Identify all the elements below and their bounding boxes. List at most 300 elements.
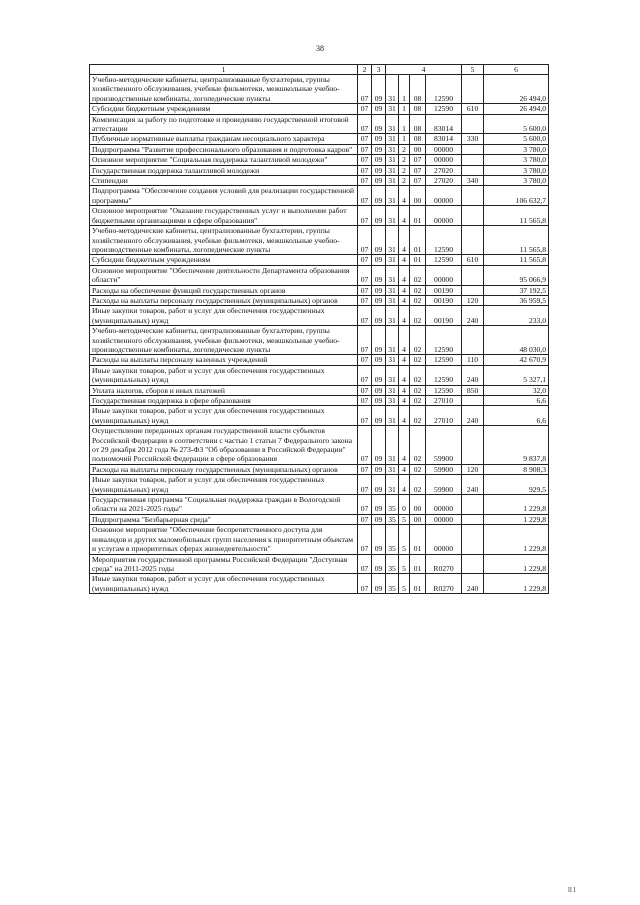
row-code: 240: [462, 574, 484, 594]
row-code: 09: [372, 114, 386, 134]
row-amount: 3 780,0: [484, 176, 549, 186]
row-code: 31: [386, 155, 399, 165]
row-code: 120: [462, 464, 484, 474]
row-code: 09: [372, 426, 386, 465]
row-code: R0270: [426, 554, 462, 574]
row-code: 07: [358, 326, 372, 355]
row-code: 02: [410, 464, 426, 474]
row-description: Основное мероприятие "Обеспечение деятельности Департамента образования области": [90, 265, 358, 285]
row-code: 00190: [426, 295, 462, 305]
row-code: 09: [372, 176, 386, 186]
row-code: [462, 525, 484, 554]
row-code: 09: [372, 475, 386, 495]
row-code: 02: [410, 295, 426, 305]
row-code: 00: [410, 186, 426, 206]
row-code: 240: [462, 406, 484, 426]
row-code: 00000: [426, 186, 462, 206]
row-code: 27020: [426, 176, 462, 186]
row-code: 5: [399, 574, 410, 594]
row-code: 00190: [426, 285, 462, 295]
row-code: 08: [410, 114, 426, 134]
row-code: 07: [358, 406, 372, 426]
row-code: 07: [358, 155, 372, 165]
row-description: Подпрограмма "Обеспечение создания условий для реализации государственной программы": [90, 186, 358, 206]
row-description: Государственная поддержка талантливой молодежи: [90, 165, 358, 175]
row-amount: 5 327,1: [484, 365, 549, 385]
row-code: 35: [386, 554, 399, 574]
table-row: [90, 255, 549, 265]
row-code: 09: [372, 285, 386, 295]
row-code: 09: [372, 265, 386, 285]
row-code: 31: [386, 406, 399, 426]
row-code: 07: [358, 255, 372, 265]
row-code: [462, 206, 484, 226]
row-code: 09: [372, 226, 386, 255]
row-code: 2: [399, 176, 410, 186]
row-code: 08: [410, 104, 426, 114]
row-code: 07: [358, 285, 372, 295]
table-row: [90, 355, 549, 365]
row-code: 4: [399, 396, 410, 406]
row-amount: 37 192,5: [484, 285, 549, 295]
row-description: Основное мероприятие "Оказание государственных услуг и выполнение работ бюджетными организациями в сфере образования": [90, 206, 358, 226]
row-code: 610: [462, 104, 484, 114]
row-amount: 26 494,0: [484, 104, 549, 114]
row-code: 01: [410, 206, 426, 226]
row-code: 02: [410, 355, 426, 365]
row-code: 35: [386, 495, 399, 515]
column-header: 6: [484, 65, 549, 75]
row-code: 02: [410, 385, 426, 395]
table-row: [90, 525, 549, 554]
row-code: 31: [386, 265, 399, 285]
row-description: Мероприятия государственной программы Российской Федерации "Доступная среда" на 2011-2025 годы: [90, 554, 358, 574]
row-code: 31: [386, 355, 399, 365]
table-row: [90, 165, 549, 175]
row-description: Публичные нормативные выплаты гражданам несоциального характера: [90, 134, 358, 144]
row-code: 07: [358, 265, 372, 285]
row-code: 4: [399, 464, 410, 474]
row-code: 4: [399, 306, 410, 326]
row-code: 610: [462, 255, 484, 265]
row-code: 31: [386, 104, 399, 114]
row-code: 07: [358, 385, 372, 395]
row-code: 09: [372, 396, 386, 406]
table-row: [90, 155, 549, 165]
row-code: 31: [386, 134, 399, 144]
row-code: [462, 114, 484, 134]
row-code: [462, 265, 484, 285]
row-description: Иные закупки товаров, работ и услуг для обеспечения государственных (муниципальных) нужд: [90, 574, 358, 594]
row-code: 4: [399, 406, 410, 426]
row-description: Осуществление переданных органам государственной власти субъектов Российской Федерации в соответствии с частью 1 статьи 7 Федерального закона от 29 декабря 2012 года № 273-ФЗ "Об образовании в Российской Федерации" полномочий Российской Федерации в сфере образования: [90, 426, 358, 465]
row-code: 240: [462, 475, 484, 495]
row-amount: 6,6: [484, 396, 549, 406]
row-code: 07: [358, 295, 372, 305]
row-code: [462, 186, 484, 206]
row-code: 07: [358, 165, 372, 175]
row-code: 00: [410, 514, 426, 524]
row-code: 00000: [426, 155, 462, 165]
row-amount: 3 780,0: [484, 155, 549, 165]
row-code: 02: [410, 365, 426, 385]
row-code: 1: [399, 104, 410, 114]
row-amount: 1 229,8: [484, 525, 549, 554]
row-code: 09: [372, 134, 386, 144]
row-code: 02: [410, 426, 426, 465]
table-row: [90, 75, 549, 104]
row-code: 00000: [426, 525, 462, 554]
row-code: 31: [386, 114, 399, 134]
row-code: 5: [399, 554, 410, 574]
row-code: 07: [358, 104, 372, 114]
column-header: 3: [372, 65, 386, 75]
row-code: 07: [358, 495, 372, 515]
table-row: [90, 144, 549, 154]
row-code: 07: [358, 525, 372, 554]
row-code: 2: [399, 155, 410, 165]
row-description: Государственная программа "Социальная поддержка граждан в Вологодской области на 2021-2025 годы": [90, 495, 358, 515]
row-amount: 3 780,0: [484, 144, 549, 154]
row-code: 110: [462, 355, 484, 365]
table-row: [90, 306, 549, 326]
table-row: [90, 186, 549, 206]
row-code: [462, 285, 484, 295]
row-description: Подпрограмма "Безбарьерная среда": [90, 514, 358, 524]
row-code: 340: [462, 176, 484, 186]
row-code: 00000: [426, 144, 462, 154]
row-description: Иные закупки товаров, работ и услуг для обеспечения государственных (муниципальных) нужд: [90, 306, 358, 326]
table-row: [90, 114, 549, 134]
row-code: 00: [410, 495, 426, 515]
row-code: 07: [358, 75, 372, 104]
row-code: 01: [410, 255, 426, 265]
row-code: 09: [372, 525, 386, 554]
row-description: Субсидии бюджетным учреждениям: [90, 104, 358, 114]
row-code: 07: [358, 426, 372, 465]
table-row: [90, 385, 549, 395]
row-code: 31: [386, 226, 399, 255]
row-code: 1: [399, 75, 410, 104]
row-amount: 26 494,0: [484, 75, 549, 104]
row-amount: 1 229,8: [484, 574, 549, 594]
row-code: 31: [386, 176, 399, 186]
row-code: 07: [358, 365, 372, 385]
row-code: 31: [386, 306, 399, 326]
row-code: 2: [399, 144, 410, 154]
row-code: 09: [372, 464, 386, 474]
row-code: 07: [358, 134, 372, 144]
row-code: 00000: [426, 514, 462, 524]
row-code: 1: [399, 134, 410, 144]
row-code: 31: [386, 396, 399, 406]
row-code: 4: [399, 186, 410, 206]
row-code: 330: [462, 134, 484, 144]
row-amount: 1 229,8: [484, 554, 549, 574]
row-description: Иные закупки товаров, работ и услуг для обеспечения государственных (муниципальных) нужд: [90, 406, 358, 426]
row-code: 02: [410, 326, 426, 355]
row-code: 07: [358, 514, 372, 524]
row-code: 09: [372, 326, 386, 355]
row-code: 01: [410, 554, 426, 574]
row-code: 09: [372, 75, 386, 104]
row-code: 07: [358, 574, 372, 594]
row-code: 07: [410, 165, 426, 175]
row-code: 4: [399, 426, 410, 465]
row-amount: 11 565,8: [484, 206, 549, 226]
row-amount: 3 780,0: [484, 165, 549, 175]
row-description: Иные закупки товаров, работ и услуг для обеспечения государственных (муниципальных) нужд: [90, 365, 358, 385]
row-code: 00000: [426, 265, 462, 285]
row-code: 4: [399, 226, 410, 255]
row-amount: 106 632,7: [484, 186, 549, 206]
column-header: 4: [386, 65, 462, 75]
row-code: 02: [410, 406, 426, 426]
row-code: [462, 75, 484, 104]
corner-mark: ll l: [568, 886, 576, 894]
row-code: 0: [399, 495, 410, 515]
row-code: 09: [372, 514, 386, 524]
row-code: 59900: [426, 426, 462, 465]
row-code: 4: [399, 355, 410, 365]
column-header: 2: [358, 65, 372, 75]
row-amount: 5 600,0: [484, 114, 549, 134]
row-code: 00190: [426, 306, 462, 326]
row-code: 27020: [426, 165, 462, 175]
row-code: 09: [372, 385, 386, 395]
row-code: 31: [386, 255, 399, 265]
row-code: [462, 514, 484, 524]
row-code: 09: [372, 206, 386, 226]
table-row: [90, 206, 549, 226]
row-code: 59900: [426, 464, 462, 474]
row-code: 01: [410, 574, 426, 594]
row-code: [462, 554, 484, 574]
table-row: [90, 265, 549, 285]
row-code: 35: [386, 525, 399, 554]
row-description: Уплата налогов, сборов и иных платежей: [90, 385, 358, 395]
row-description: Расходы на выплаты персоналу государственных (муниципальных) органов: [90, 295, 358, 305]
row-code: 09: [372, 186, 386, 206]
row-amount: 1 229,8: [484, 495, 549, 515]
row-amount: 929,5: [484, 475, 549, 495]
row-code: 31: [386, 285, 399, 295]
table-row: [90, 406, 549, 426]
row-code: 850: [462, 385, 484, 395]
row-code: 07: [358, 464, 372, 474]
row-amount: 5 600,0: [484, 134, 549, 144]
row-code: 07: [358, 186, 372, 206]
row-code: 00000: [426, 495, 462, 515]
row-code: 09: [372, 365, 386, 385]
row-code: 09: [372, 155, 386, 165]
row-amount: 32,0: [484, 385, 549, 395]
row-code: 35: [386, 514, 399, 524]
row-code: 08: [410, 75, 426, 104]
row-code: 31: [386, 475, 399, 495]
row-code: 31: [386, 144, 399, 154]
row-code: [462, 426, 484, 465]
row-description: Расходы на обеспечение функций государственных органов: [90, 285, 358, 295]
row-code: 00000: [426, 206, 462, 226]
table-row: [90, 396, 549, 406]
row-code: 4: [399, 385, 410, 395]
row-code: R0270: [426, 574, 462, 594]
row-code: 09: [372, 104, 386, 114]
row-code: 240: [462, 306, 484, 326]
row-code: 07: [358, 144, 372, 154]
row-code: 02: [410, 285, 426, 295]
row-code: [462, 155, 484, 165]
row-code: 31: [386, 75, 399, 104]
row-code: 2: [399, 165, 410, 175]
row-code: 4: [399, 365, 410, 385]
row-code: 27010: [426, 406, 462, 426]
row-description: Учебно-методические кабинеты, централизованные бухгалтерии, группы хозяйственного обслуживания, учебные фильмотеки, межшкольные учебно-производственные комбинаты, логопедические пункты: [90, 226, 358, 255]
row-code: 31: [386, 464, 399, 474]
row-code: [462, 144, 484, 154]
column-header: 1: [90, 65, 358, 75]
row-code: 31: [386, 326, 399, 355]
row-code: 07: [358, 306, 372, 326]
row-amount: 36 959,5: [484, 295, 549, 305]
column-header: 5: [462, 65, 484, 75]
row-code: 01: [410, 525, 426, 554]
budget-table: [89, 64, 549, 594]
row-code: 31: [386, 385, 399, 395]
row-code: 83014: [426, 114, 462, 134]
row-code: 4: [399, 206, 410, 226]
row-code: 5: [399, 525, 410, 554]
row-description: Подпрограмма "Развитие профессионального образования и подготовка кадров": [90, 144, 358, 154]
row-code: 12590: [426, 255, 462, 265]
row-code: 07: [358, 355, 372, 365]
row-code: [462, 326, 484, 355]
row-code: [462, 165, 484, 175]
row-code: 01: [410, 226, 426, 255]
row-code: [462, 396, 484, 406]
row-code: 09: [372, 495, 386, 515]
page-number: 38: [316, 44, 324, 53]
row-code: 09: [372, 406, 386, 426]
row-code: 12590: [426, 104, 462, 114]
row-amount: 48 030,0: [484, 326, 549, 355]
row-code: 07: [358, 396, 372, 406]
row-code: 12590: [426, 385, 462, 395]
row-description: Учебно-методические кабинеты, централизованные бухгалтерии, группы хозяйственного обслуживания, учебные фильмотеки, межшкольные учебно-производственные комбинаты, логопедические пункты: [90, 326, 358, 355]
row-description: Учебно-методические кабинеты, централизованные бухгалтерии, группы хозяйственного обслуживания, учебные фильмотеки, межшкольные учебно-производственные комбинаты, логопедические пункты: [90, 75, 358, 104]
row-code: 27010: [426, 396, 462, 406]
row-code: 12590: [426, 355, 462, 365]
table-row: [90, 226, 549, 255]
row-description: Иные закупки товаров, работ и услуг для обеспечения государственных (муниципальных) нужд: [90, 475, 358, 495]
row-code: 4: [399, 326, 410, 355]
row-code: 07: [358, 226, 372, 255]
row-amount: 11 565,8: [484, 226, 549, 255]
table-row: [90, 514, 549, 524]
row-code: 12590: [426, 326, 462, 355]
row-code: 09: [372, 165, 386, 175]
row-description: Государственная поддержка в сфере образования: [90, 396, 358, 406]
row-code: 08: [410, 134, 426, 144]
row-code: 31: [386, 186, 399, 206]
table-row: [90, 426, 549, 465]
row-description: Компенсация за работу по подготовке и проведению государственной итоговой аттестации: [90, 114, 358, 134]
row-amount: 9 837,8: [484, 426, 549, 465]
row-code: 09: [372, 554, 386, 574]
table-body: [90, 75, 549, 594]
row-code: 00: [410, 144, 426, 154]
row-code: 07: [358, 206, 372, 226]
row-code: 02: [410, 475, 426, 495]
row-description: Основное мероприятие "Социальная поддержка талантливой молодежи": [90, 155, 358, 165]
row-code: 240: [462, 365, 484, 385]
row-amount: 95 066,9: [484, 265, 549, 285]
row-code: 31: [386, 295, 399, 305]
row-amount: 1 229,8: [484, 514, 549, 524]
row-code: [462, 226, 484, 255]
row-code: 31: [386, 165, 399, 175]
table-row: [90, 176, 549, 186]
row-code: 09: [372, 574, 386, 594]
row-code: 31: [386, 365, 399, 385]
row-code: 31: [386, 426, 399, 465]
row-code: 09: [372, 306, 386, 326]
row-amount: 6,6: [484, 406, 549, 426]
row-code: 120: [462, 295, 484, 305]
row-code: 12590: [426, 226, 462, 255]
row-description: Расходы на выплаты персоналу государственных (муниципальных) органов: [90, 464, 358, 474]
row-code: 4: [399, 285, 410, 295]
table-row: [90, 554, 549, 574]
row-code: 02: [410, 265, 426, 285]
table-row: [90, 326, 549, 355]
row-code: 4: [399, 295, 410, 305]
row-description: Стипендии: [90, 176, 358, 186]
table-row: [90, 285, 549, 295]
table-row: [90, 475, 549, 495]
row-code: 07: [358, 114, 372, 134]
row-code: 07: [358, 475, 372, 495]
row-code: 5: [399, 514, 410, 524]
row-code: 07: [410, 155, 426, 165]
row-code: 4: [399, 255, 410, 265]
row-code: 07: [358, 176, 372, 186]
row-code: 1: [399, 114, 410, 134]
row-code: 35: [386, 574, 399, 594]
row-code: [462, 495, 484, 515]
row-code: 07: [410, 176, 426, 186]
row-code: 83014: [426, 134, 462, 144]
row-description: Расходы на выплаты персоналу казенных учреждений: [90, 355, 358, 365]
row-code: 4: [399, 475, 410, 495]
row-code: 07: [358, 554, 372, 574]
row-amount: 8 908,3: [484, 464, 549, 474]
row-code: 12590: [426, 365, 462, 385]
row-code: 31: [386, 206, 399, 226]
row-code: 09: [372, 144, 386, 154]
table-row: [90, 295, 549, 305]
row-amount: 11 565,8: [484, 255, 549, 265]
row-code: 59900: [426, 475, 462, 495]
table-row: [90, 464, 549, 474]
table-header-row: [90, 65, 549, 75]
row-code: 09: [372, 355, 386, 365]
row-code: 12590: [426, 75, 462, 104]
row-code: 09: [372, 255, 386, 265]
row-amount: 42 670,9: [484, 355, 549, 365]
table-row: [90, 495, 549, 515]
